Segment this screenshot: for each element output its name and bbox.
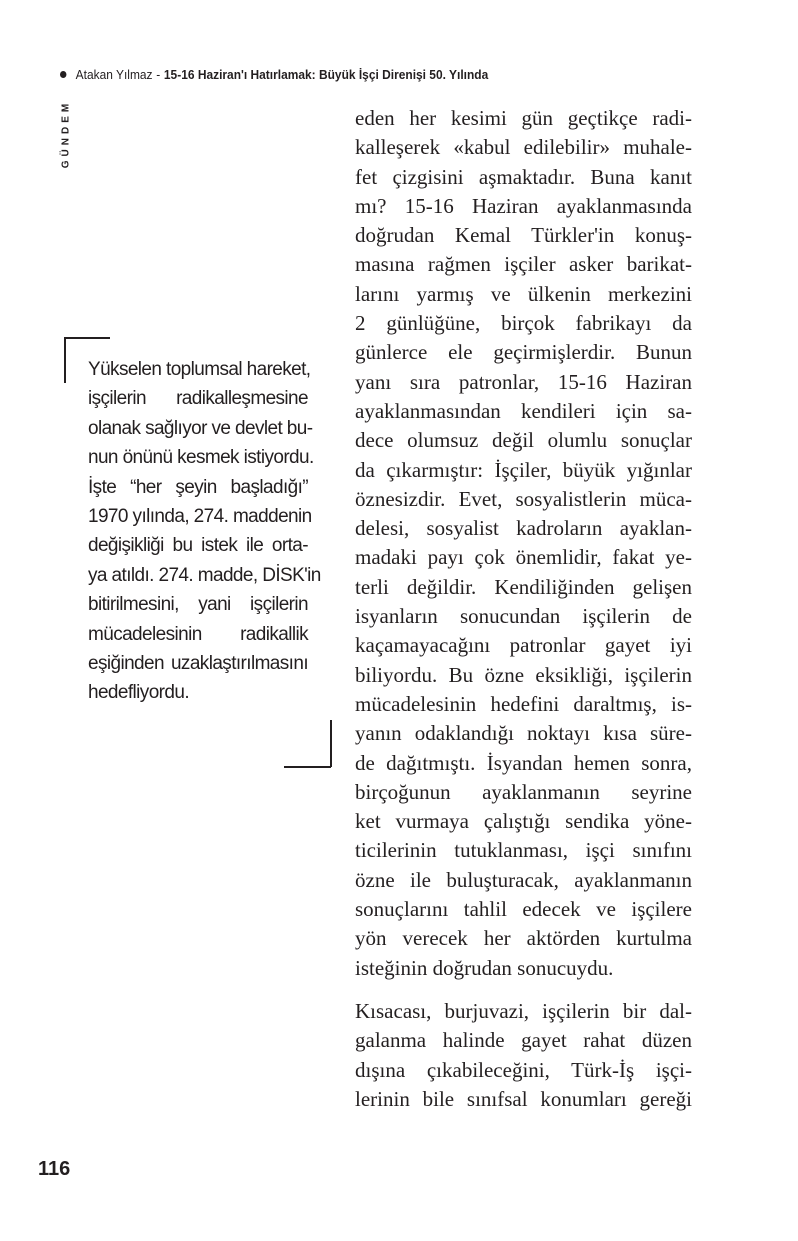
text-line: günlerce ele geçirmişlerdir. Bunun [355, 340, 692, 365]
pullquote-bracket-bottom-right-vertical [330, 720, 332, 767]
text-line: madaki payı çok önemlidir, fakat ye- [355, 545, 692, 570]
pull-quote-line: Yükselen toplumsal hareket, [88, 359, 311, 380]
text-line: lerinin bile sınıfsal konumları gereği [355, 1086, 692, 1111]
section-label-text: GÜNDEM [60, 99, 72, 169]
pull-quote-line: 1970 yılında, 274. maddenin [88, 506, 312, 528]
text-line: öznesizdir. Evet, sosyalistlerin müca- [355, 486, 692, 511]
pull-quote-line: nun önünü kesmek istiyordu. [88, 447, 314, 469]
text-line: fet çizgisini aşmaktadır. Buna kanıt [355, 164, 692, 189]
body-text-column [355, 104, 692, 1114]
running-header [60, 64, 488, 84]
text-line: de dağıtmıştı. İsyandan hemen sonra, [355, 750, 692, 775]
body-paragraph-2 [355, 997, 692, 1114]
pull-quote-text [88, 355, 321, 708]
text-line: ticilerinin tutuklanması, işçi sınıfını [355, 838, 692, 863]
text-line: doğrudan Kemal Türkler'in konuş- [355, 223, 692, 248]
text-line: ket vurmaya çalıştığı sendika yöne- [355, 809, 692, 834]
text-line: 2 günlüğüne, birçok fabrikayı da [355, 311, 692, 336]
text-line: terli değildir. Kendiliğinden gelişen [355, 574, 692, 599]
header-author: Atakan Yılmaz [75, 66, 153, 82]
text-line: yanın odaklandığı noktayı kısa süre- [355, 721, 692, 746]
text-line: masına rağmen işçiler asker barikat- [355, 252, 692, 277]
pullquote-bracket-bottom-right-horizontal [284, 766, 331, 768]
pull-quote-line: İşte “her şeyin başladığı” [88, 476, 308, 498]
text-line: mücadelesinin hedefini daraltmış, is- [355, 691, 692, 716]
pull-quote-line: işçilerin radikalleşmesine [88, 388, 308, 410]
pull-quote-line: olanak sağlıyor ve devlet bu- [88, 417, 313, 439]
text-line: Kısacası, burjuvazi, işçilerin bir dal- [355, 998, 692, 1023]
pullquote-bracket-top-left-horizontal [64, 337, 110, 339]
header-separator: - [156, 66, 161, 82]
text-line: sonuçlarını tahlil edecek ve işçilere [355, 897, 692, 922]
page-number: 116 [38, 1158, 71, 1180]
text-line: da çıkarmıştır: İşçiler, büyük yığınlar [355, 457, 692, 482]
text-line: isyanların sonucundan işçilerin de [355, 604, 692, 629]
pull-quote-line: değişikliği bu istek ile orta- [88, 535, 308, 557]
text-line: özne ile buluşturacak, ayaklanmanın [355, 867, 692, 892]
body-paragraph-1 [355, 104, 692, 983]
text-line: ayaklanmasından kendileri için sa- [355, 398, 692, 423]
pull-quote-line: ya atıldı. 274. madde, DİSK'in [88, 564, 321, 586]
bullet-icon [60, 71, 66, 78]
pullquote-bracket-top-left-vertical [64, 337, 66, 383]
text-line: kaçamayacağını patronlar gayet iyi [355, 633, 692, 658]
text-line: birçoğunun ayaklanmanın seyrine [355, 779, 692, 804]
pull-quote-line: hedefliyordu. [88, 682, 189, 704]
text-line: mı? 15-16 Haziran ayaklanmasında [355, 193, 692, 218]
text-line: yön verecek her aktörden kurtulma [355, 926, 692, 951]
pull-quote-line: mücadelesinin radikallik [88, 623, 308, 645]
text-line: eden her kesimi gün geçtikçe radi- [355, 106, 692, 130]
text-line: biliyordu. Bu özne eksikliği, işçilerin [355, 662, 692, 687]
text-line: larını yarmış ve ülkenin merkezini [355, 281, 692, 306]
text-line: dışına çıkabileceğini, Türk-İş işçi- [355, 1057, 692, 1082]
text-line: delesi, sosyalist kadroların ayaklan- [355, 516, 692, 541]
pull-quote-line: bitirilmesini, yani işçilerin [88, 594, 308, 616]
header-article-title: 15-16 Haziran'ı Hatırlamak: Büyük İşçi Direnişi 50. Yılında [163, 66, 489, 82]
text-line: yanı sıra patronlar, 15-16 Haziran [355, 369, 692, 394]
text-line: isteğinin doğrudan sonucuydu. [355, 955, 614, 980]
text-line: galanma halinde gayet rahat düzen [355, 1028, 692, 1053]
pull-quote [88, 355, 321, 708]
text-line: dece olumsuz değil olumlu sonuçlar [355, 428, 692, 453]
pull-quote-line: eşiğinden uzaklaştırılmasını [88, 653, 308, 675]
section-label [56, 94, 76, 174]
text-line: kalleşerek «kabul edilebilir» muhale- [355, 135, 692, 160]
